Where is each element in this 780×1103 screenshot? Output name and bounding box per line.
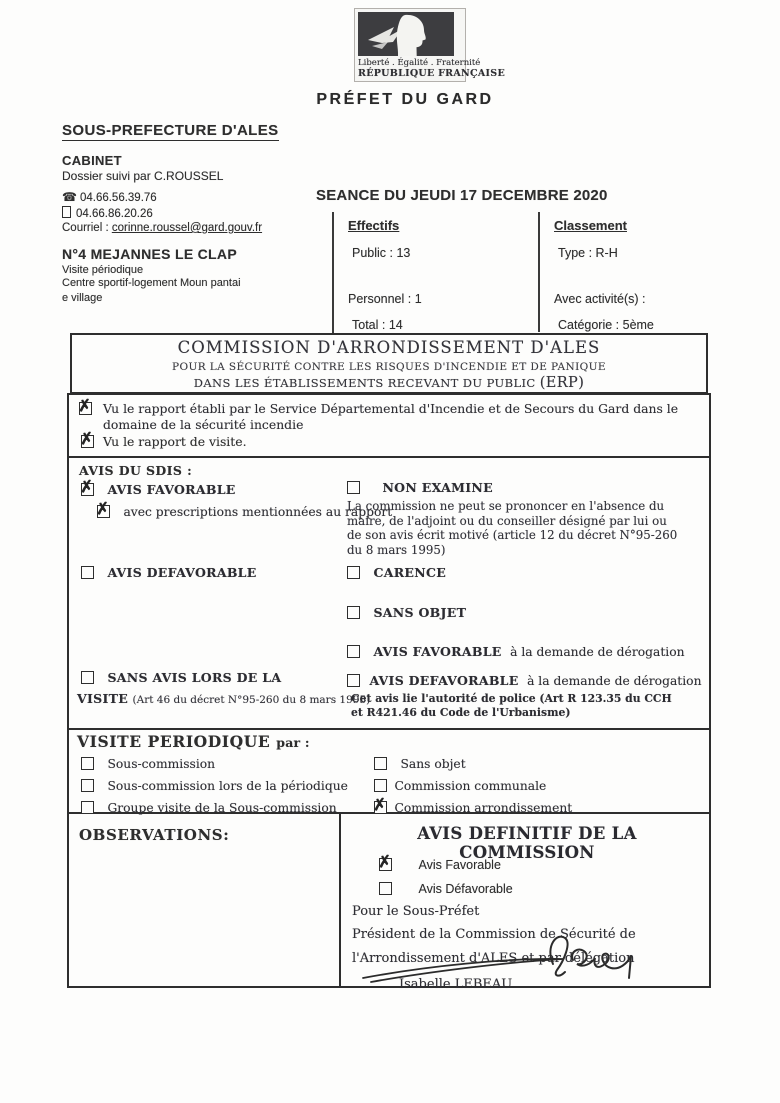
sans-avis-label: SANS AVIS LORS DE LA (107, 670, 282, 685)
courriel-line (62, 222, 262, 234)
phone-line (62, 190, 157, 204)
vp-commission-arrondissement-label: Commission arrondissement (394, 801, 573, 815)
vu-rapport-sdis-checkbox (79, 402, 92, 415)
president-line-1: Président de la Commission de Sécurité de (352, 927, 636, 942)
non-examine-note: La commission ne peut se prononcer en l'absence du maire, de l'adjoint ou du conseiller désigné par lui ou de son avis écrit motivé (article 12 du décret N°95-260 du 8 mars 1995) (347, 499, 678, 557)
fax-line (62, 206, 153, 220)
commission-title: COMMISSION D'ARRONDISSEMENT D'ALES (177, 338, 601, 357)
logo-republic: RÉPUBLIQUE FRANÇAISE (358, 68, 505, 79)
commission-title-box (70, 333, 708, 394)
fax-number: 04.66.86.20.26 (76, 208, 153, 220)
avis-favorable-checkbox (81, 483, 94, 496)
phone-icon: ☎ (62, 190, 77, 204)
vp-groupe-visite-checkbox (81, 801, 94, 814)
vp-sous-commission-periodique-line (81, 777, 348, 795)
final-defavorable-label: Avis Défavorable (418, 882, 513, 896)
classement-label: Classement (554, 218, 627, 233)
section-avis-sdis (69, 458, 709, 730)
commission-subtitle-1: POUR LA SÉCURITÉ CONTRE LES RISQUES D'INCENDIE ET DE PANIQUE (172, 361, 606, 373)
dossier-suivi: Dossier suivi par C.ROUSSEL (62, 169, 224, 183)
prescriptions-label: avec prescriptions mentionnées au rapport (123, 505, 393, 519)
visite-periodique-title: VISITE PERIODIQUE par : (77, 732, 310, 751)
final-defavorable-line (379, 880, 513, 898)
defavorable-derogation-checkbox (347, 674, 360, 687)
signataire-name: Isabelle LEBEAU (399, 977, 513, 992)
column-divider (339, 814, 341, 986)
avis-sdis-title: AVIS DU SDIS : (79, 463, 193, 478)
vp-commission-communale-label: Commission communale (394, 779, 547, 793)
defavorable-derogation-note: Cet avis lie l'autorité de police (Art R 123.35 du CCH et R421.46 du Code de l'Urbanisme) (351, 692, 672, 719)
effectifs-personnel: Personnel : 1 (348, 292, 422, 306)
classement-type: Type : R-H (558, 246, 618, 260)
non-examine-label: NON EXAMINE (382, 480, 493, 495)
vp-groupe-visite-label: Groupe visite de la Sous-commission (107, 801, 337, 815)
final-favorable-label: Avis Favorable (418, 858, 501, 872)
etablissement-numero: N°4 MEJANNES LE CLAP (62, 246, 237, 262)
avis-defavorable-label: AVIS DEFAVORABLE (107, 565, 257, 580)
section-observations-avis (69, 814, 709, 992)
phone-number: 04.66.56.39.76 (79, 192, 157, 204)
cabinet-title: CABINET (62, 153, 122, 168)
final-favorable-line (379, 856, 501, 874)
etablissement-visite: Visite périodique (62, 264, 144, 276)
vp-commission-communale-line (374, 777, 546, 795)
etablissement-lieu: e village (62, 292, 103, 304)
sans-objet-line (347, 604, 466, 622)
president-line-2: l'Arrondissement d'ALES et par délégation (352, 951, 635, 966)
visite-periodique-par: par : (276, 735, 310, 750)
prefet-title: PRÉFET DU GARD (316, 91, 494, 108)
vp-commission-arrondissement-checkbox (374, 801, 387, 814)
etablissement-nom: Centre sportif-logement Moun pantai (62, 277, 241, 289)
avis-favorable-line (81, 481, 236, 499)
sans-avis-note: (Art 46 du décret N°95-260 du 8 mars 1995) (132, 694, 371, 706)
favorable-derogation-label: AVIS FAVORABLE (373, 644, 502, 659)
favorable-derogation-line (347, 643, 685, 661)
final-favorable-checkbox (379, 858, 392, 871)
sans-avis-suite-line (77, 690, 370, 708)
avis-defavorable-line (81, 564, 257, 582)
defavorable-derogation-line (347, 672, 701, 690)
sans-objet-label: SANS OBJET (373, 605, 467, 620)
carence-checkbox (347, 566, 360, 579)
vp-sous-commission-label: Sous-commission (107, 757, 216, 771)
vu-rapport-visite-checkbox (81, 435, 94, 448)
vu-rapport-sdis-label: Vu le rapport établi par le Service Départemental d'Incendie et de Secours du Gard dans le domaine de la sécurité incendie (103, 401, 679, 432)
courriel-address: corinne.roussel@gard.gouv.fr (111, 222, 263, 234)
logo-motto: Liberté . Égalité . Fraternité (358, 58, 481, 68)
favorable-derogation-checkbox (347, 645, 360, 658)
vu-rapport-visite-label: Vu le rapport de visite. (103, 434, 247, 449)
vp-sous-commission-checkbox (81, 757, 94, 770)
courriel-label: Courriel : (62, 222, 109, 234)
carence-line (347, 564, 446, 582)
vp-sans-objet-label: Sans objet (400, 757, 466, 771)
avis-favorable-label: AVIS FAVORABLE (107, 482, 236, 497)
favorable-derogation-suite: à la demande de dérogation (510, 645, 685, 659)
classement-categorie: Catégorie : 5ème (558, 318, 654, 332)
effectifs-total: Total : 14 (352, 318, 403, 332)
sans-avis-visite-label: VISITE (77, 691, 129, 706)
erp-label: (ERP) (539, 375, 585, 391)
sans-avis-checkbox (81, 671, 94, 684)
prescriptions-checkbox (97, 505, 110, 518)
sans-objet-checkbox (347, 606, 360, 619)
avis-defavorable-checkbox (81, 566, 94, 579)
non-examine-checkbox (347, 481, 360, 494)
commission-form-box (67, 393, 711, 992)
section-vu (69, 395, 709, 458)
republique-francaise-logo (354, 8, 505, 82)
defavorable-derogation-suite: à la demande de dérogation (527, 674, 702, 688)
vp-sous-commission-periodique-label: Sous-commission lors de la périodique (107, 779, 348, 793)
vp-sous-commission-line (81, 755, 215, 773)
vp-sans-objet-line (374, 755, 466, 773)
vp-sous-commission-periodique-checkbox (81, 779, 94, 792)
final-defavorable-checkbox (379, 882, 392, 895)
classement-column (538, 212, 734, 332)
marianne-icon (358, 12, 454, 56)
sous-prefecture-title: SOUS-PREFECTURE D'ALES (62, 122, 279, 139)
vp-sans-objet-checkbox (374, 757, 387, 770)
carence-label: CARENCE (373, 565, 447, 580)
section-visite-periodique (69, 730, 709, 814)
sans-avis-line (81, 669, 281, 687)
vp-commission-communale-checkbox (374, 779, 387, 792)
fax-icon (62, 206, 71, 218)
non-examine-line (347, 479, 493, 497)
commission-subtitle-2: DANS LES ÉTABLISSEMENTS RECEVANT DU PUBLIC (ERP) (193, 375, 585, 391)
seance-title: SEANCE DU JEUDI 17 DECEMBRE 2020 (316, 187, 608, 204)
observations-label: OBSERVATIONS: (79, 826, 230, 844)
defavorable-derogation-label: AVIS DEFAVORABLE (369, 673, 519, 688)
classement-activite: Avec activité(s) : (554, 292, 646, 306)
effectifs-public: Public : 13 (352, 246, 411, 260)
effectifs-label: Effectifs (348, 218, 400, 233)
avis-definitif-title: AVIS DEFINITIF DE LA COMMISSION (417, 824, 637, 862)
effectifs-column (332, 212, 518, 334)
pour-sous-prefet: Pour le Sous-Préfet (352, 904, 480, 919)
